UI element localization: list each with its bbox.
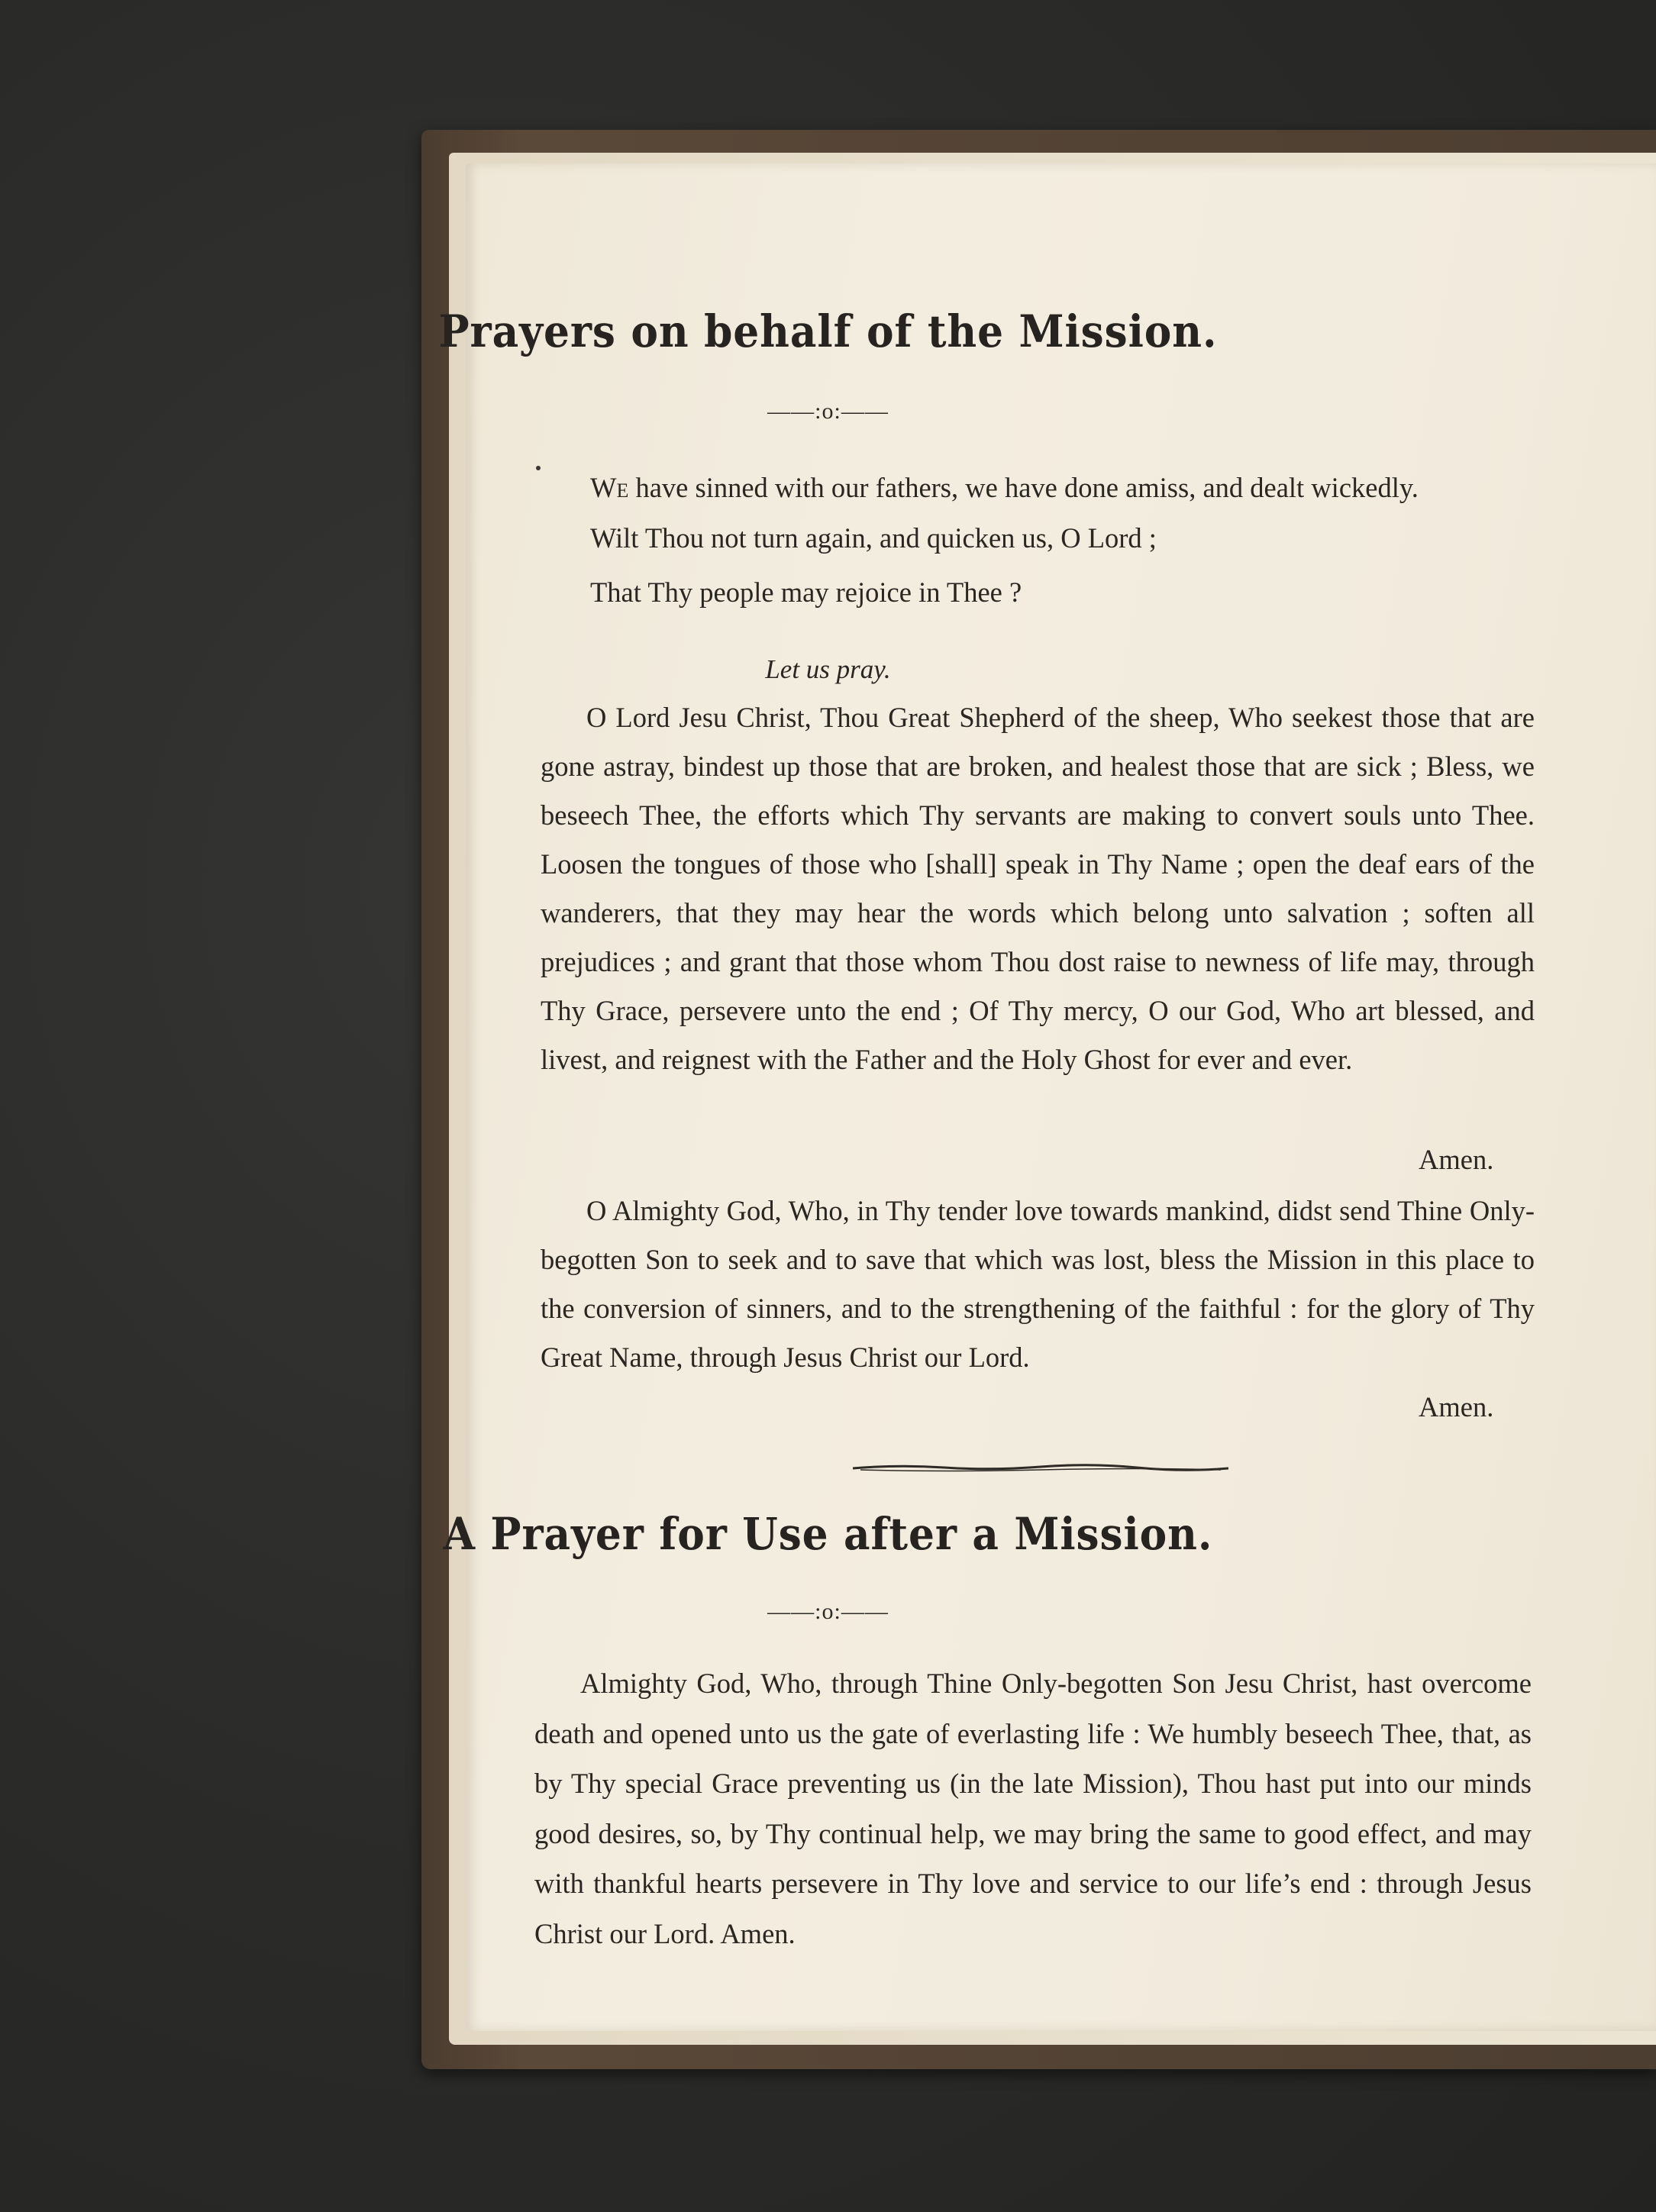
- separator-1: ——:o:——: [767, 399, 889, 424]
- amen-2: Amen.: [1419, 1391, 1494, 1422]
- separator-2: ——:o:——: [767, 1599, 889, 1624]
- verse-lead-word: We: [590, 472, 629, 503]
- ornamental-rule: [853, 1463, 1228, 1474]
- verse-line-3: That Thy people may rejoice in Thee ?: [590, 576, 1022, 608]
- prayer-paragraph-1: O Lord Jesu Christ, Thou Great Shepherd of the sheep, Who seekest those that are gone astray, bindest up those that are broken, and healest those that are sick ; Bless, we beseech Thee, the efforts which Thy servants are making to convert souls unto Thee. Loosen the tongues of those who [shall] speak in Thy Name ; open the deaf ears of the wanderers, that they may hear the words which belong unto salvation ; soften all prejudices ; and grant that those whom Thou dost raise to newness of life may, through Thy Grace, persevere unto the end ; Of Thy mercy, O our God, Who art blessed, and livest, and reignest with the Father and the Holy Ghost for ever and ever.: [541, 702, 1535, 1075]
- prayer-paragraph-2: O Almighty God, Who, in Thy tender love towards mankind, didst send Thine Only-begotten Son to seek and to save that which was lost, bless the Mission in this place to the conversion of sinners, and to the strengthening of the faithful : for the glory of Thy Great Name, through Jesus Christ our Lord.: [541, 1195, 1535, 1373]
- heading-prayer-after-mission: A Prayer for Use after a Mission.: [443, 1508, 1213, 1560]
- heading-prayers-on-behalf: Prayers on behalf of the Mission.: [438, 305, 1218, 357]
- let-us-pray: Let us pray.: [765, 654, 891, 684]
- verse-line-2: Wilt Thou not turn again, and quicken us, O Lord ;: [590, 522, 1157, 554]
- amen-1: Amen.: [1419, 1144, 1494, 1175]
- prayer-paragraph-3: Almighty God, Who, through Thine Only-begotten Son Jesu Christ, hast overcome death and opened unto us the gate of everlasting life : We humbly beseech Thee, that, as by Thy special Grace preventing us (in the late Mission), Thou hast put into our minds good desires, so, by Thy continual help, we may bring the same to good effect, and may with thankful hearts persevere in Thy love and service to our life’s end : through Jesus Christ our Lord. Amen.: [534, 1668, 1532, 1949]
- verse-line-1-text: have sinned with our fathers, we have done amiss, and dealt wickedly.: [628, 472, 1419, 503]
- margin-dot: [536, 466, 541, 470]
- verse-line-1: [590, 471, 1419, 504]
